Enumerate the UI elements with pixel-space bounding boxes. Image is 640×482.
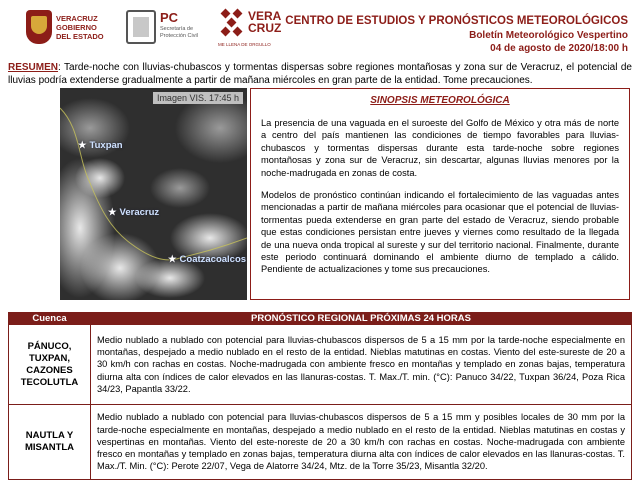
civil-protection-emblem-icon [126, 10, 156, 44]
logo-veracruz-line1: VERACRUZ [56, 14, 98, 23]
summary-text: : Tarde-noche con lluvias-chubascos y tormentas dispersas sobre regiones montañosas y zona sur de Veracruz, el potencial de lluvias podría extenderse gradualmente a partir de mañana miércoles en gran parte de la entidad. Tome precauciones. [8, 62, 632, 86]
star-icon: ★ [108, 207, 117, 218]
summary-paragraph [8, 61, 632, 87]
synopsis-paragraph-2: Modelos de pronóstico continúan indicando el fortalecimiento de las vaguadas antes mencionadas a partir de mañana miércoles para ocasionar que el potencial de lluvias-tormentas pueda extenderse en gran parte del estado de Veracruz, siendo probable que estas condiciones persistan entre jueves y viernes como resultado de la llegada de una nueva onda tropical al sureste y sur del territorio nacional. Finalmente, durante este periodo continuará dominando el ambiente diurno de templado a cálido. Pendiente de actualizaciones y tome sus precauciones. [261, 190, 619, 275]
regional-forecast-table [8, 312, 632, 480]
basin-name: PÁNUCO, TUXPAN, CAZONES TECOLUTLA [9, 325, 91, 405]
synopsis-box [250, 88, 630, 300]
header-titles [285, 14, 628, 55]
logo-pc-line2: Protección Civil [160, 33, 198, 39]
satellite-cloud-picture [60, 88, 247, 300]
city-marker-veracruz [108, 207, 159, 218]
column-header-basin: Cuenca [9, 313, 91, 325]
state-shield-icon [26, 10, 52, 44]
satellite-image [60, 88, 247, 300]
basin-forecast-text: Medio nublado a nublado con potencial para lluvias-chubascos dispersos de 5 a 15 mm por la tarde-noche especialmente en montañas, despejado a medio nublado en el resto de la entidad. Nieblas matutinas en costas. Viento del este-sureste de 20 a 30 km/h con rachas en costas. Noche-madrugada con ambiente fresco en montañas y templado en zonas bajas, temperatura diurna alta con índices de calor elevados en las llanuras-costas. T. Max./T. min. (°C): Panuco 34/22, Tuxpan 36/24, Poza Rica 34/23, Papantla 33/22. [91, 325, 632, 405]
synopsis-paragraph-1: La presencia de una vaguada en el suroeste del Golfo de México y otra más de norte a centro del país mantienen las condiciones de tiempo favorables para lluvias-chubascos y tormentas dispersas durante esta tarde-noche sobre regiones montañosas y zona sur de Veracruz, sin descartar, algunas lluvias menores por la noche-madrugada en zonas de costa. [261, 118, 619, 178]
city-name: Veracruz [119, 207, 160, 218]
basin-forecast-text: Medio nublado a nublado con potencial para lluvias-chubascos dispersos de 5 a 15 mm y posibles locales de 30 mm por la tarde-noche especialmente en montañas, despejado a medio nublado en el resto de la entidad. Nieblas matutinas en costas y vespertinas en montañas. Viento del este-noreste de 20 a 30 km/h con rachas en costas. Noche-madrugada con ambiente fresco en montañas y templado en zonas bajas, temperatura diurna alta con índices de calor elevados en las llanuras-costas. T. Max./T. Min. (°C): Perote 22/07, Vega de Alatorre 34/24, Mtz. de la Torre 35/23, Misantla 32/20. [91, 405, 632, 480]
city-name: Coatzacoalcos [179, 254, 247, 265]
logo-veracruz-line3: DEL ESTADO [56, 32, 104, 41]
table-row [9, 325, 632, 405]
star-icon: ★ [168, 254, 177, 265]
city-marker-tuxpan [78, 140, 123, 151]
synopsis-title: SINOPSIS METEOROLÓGICA [370, 95, 510, 106]
basin-name: NAUTLA Y MISANTLA [9, 405, 91, 480]
bulletin-name: Boletín Meteorológico Vespertino [469, 30, 628, 41]
logo-vc-line2: CRUZ [248, 21, 282, 35]
column-header-forecast: PRONÓSTICO REGIONAL PRÓXIMAS 24 HORAS [91, 313, 632, 325]
veracruz-government-logo [26, 10, 116, 50]
table-row [9, 405, 632, 480]
logo-veracruz-line2: GOBIERNO [56, 23, 97, 32]
header [0, 0, 640, 58]
veracruz-brand-mark-icon [222, 10, 244, 38]
logo-vc-tagline: ME LLENA DE ORGULLO [218, 42, 271, 47]
satellite-image-label: Imagen VIS. 17:45 h [153, 92, 243, 104]
summary-label: RESUMEN [8, 62, 59, 73]
bulletin-date-time: 04 de agosto de 2020/18:00 h [490, 43, 628, 54]
civil-protection-logo [126, 10, 226, 50]
center-name: CENTRO DE ESTUDIOS Y PRONÓSTICOS METEOROLÓGICOS [285, 15, 628, 27]
city-marker-coatzacoalcos [168, 254, 246, 265]
star-icon: ★ [78, 140, 87, 151]
table-header-row [9, 313, 632, 325]
logo-pc-acronym: PC [160, 10, 179, 25]
logo-vc-line1: VERA [248, 9, 282, 23]
logo-pc-line1: Secretaría de [160, 26, 194, 32]
veracruz-brand-logo [214, 10, 286, 50]
city-name: Tuxpan [89, 140, 123, 151]
